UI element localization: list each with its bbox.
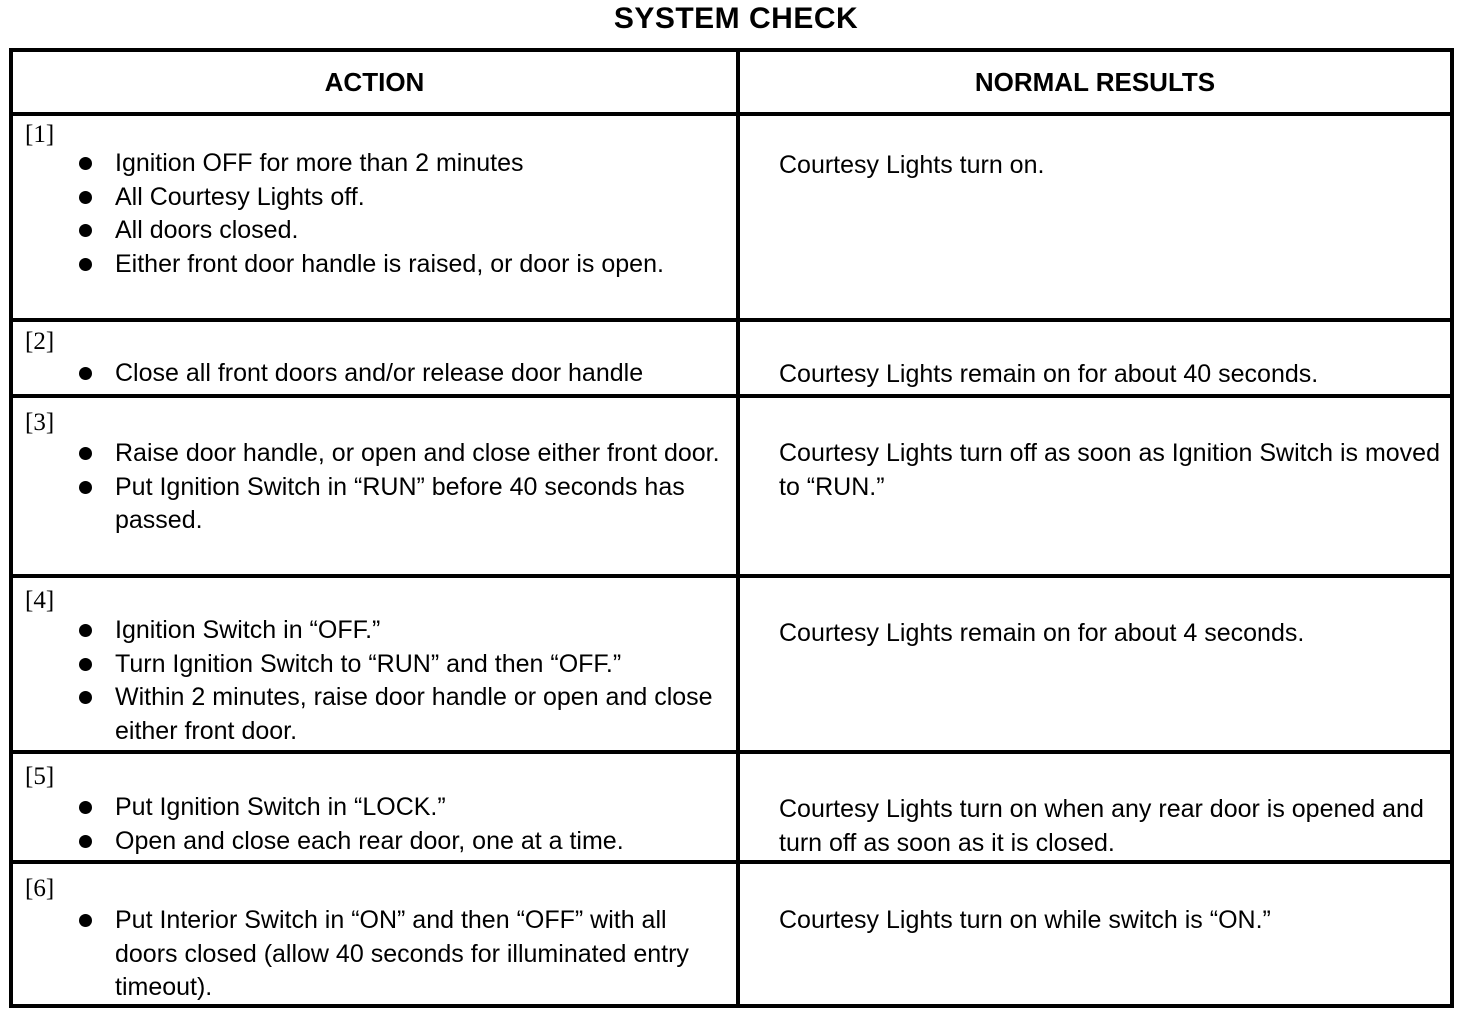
action-item: Turn Ignition Switch to “RUN” and then “OFF.” [13,648,736,682]
action-item: Open and close each rear door, one at a time. [13,825,736,859]
action-item: Close all front doors and/or release door handle [13,357,736,391]
action-list [13,904,736,1005]
action-item: All doors closed. [13,214,736,248]
row-divider [13,750,1450,754]
action-list [13,614,736,748]
step-number: [1] [25,121,55,148]
bullet-icon [79,224,92,237]
bullet-icon [79,835,92,848]
row-divider [13,860,1450,864]
bullet-icon [79,914,92,927]
bullet-icon [79,624,92,637]
step-number: [2] [25,328,55,355]
action-item: Ignition OFF for more than 2 minutes [13,147,736,181]
bullet-icon [79,481,92,494]
system-check-table [9,48,1454,1008]
bullet-icon [79,367,92,380]
step-number: [6] [25,875,55,902]
page-title: SYSTEM CHECK [613,2,859,35]
bullet-icon [79,157,92,170]
action-item: All Courtesy Lights off. [13,181,736,215]
step-number: [5] [25,763,55,790]
header-normal-results: NORMAL RESULTS [974,67,1216,97]
bullet-icon [79,691,92,704]
step-number: [3] [25,409,55,436]
action-item: Put Interior Switch in “ON” and then “OFF” with all doors closed (allow 40 seconds for illuminated entry timeout). [13,904,736,1005]
action-list [13,357,736,391]
row-divider [13,112,1450,116]
bullet-icon [79,191,92,204]
action-item: Put Ignition Switch in “RUN” before 40 seconds has passed. [13,471,736,538]
row-divider [13,318,1450,322]
normal-result: Courtesy Lights turn off as soon as Ignition Switch is moved to “RUN.” [779,439,1440,501]
header-action: ACTION [324,67,425,97]
bullet-icon [79,801,92,814]
normal-result: Courtesy Lights remain on for about 40 seconds. [779,360,1319,388]
action-item: Ignition Switch in “OFF.” [13,614,736,648]
action-list [13,147,736,281]
normal-result: Courtesy Lights turn on when any rear door is opened and turn off as soon as it is closed. [779,795,1424,857]
action-list [13,437,736,538]
normal-result: Courtesy Lights turn on while switch is “ON.” [779,906,1271,934]
bullet-icon [79,447,92,460]
action-item: Either front door handle is raised, or door is open. [13,248,736,282]
action-item: Put Ignition Switch in “LOCK.” [13,791,736,825]
bullet-icon [79,258,92,271]
row-divider [13,574,1450,578]
normal-result: Courtesy Lights turn on. [779,151,1045,179]
action-item: Raise door handle, or open and close either front door. [13,437,736,471]
row-divider [13,394,1450,398]
bullet-icon [79,658,92,671]
action-list [13,791,736,858]
normal-result: Courtesy Lights remain on for about 4 seconds. [779,619,1305,647]
action-item: Within 2 minutes, raise door handle or open and close either front door. [13,681,736,748]
step-number: [4] [25,587,55,614]
